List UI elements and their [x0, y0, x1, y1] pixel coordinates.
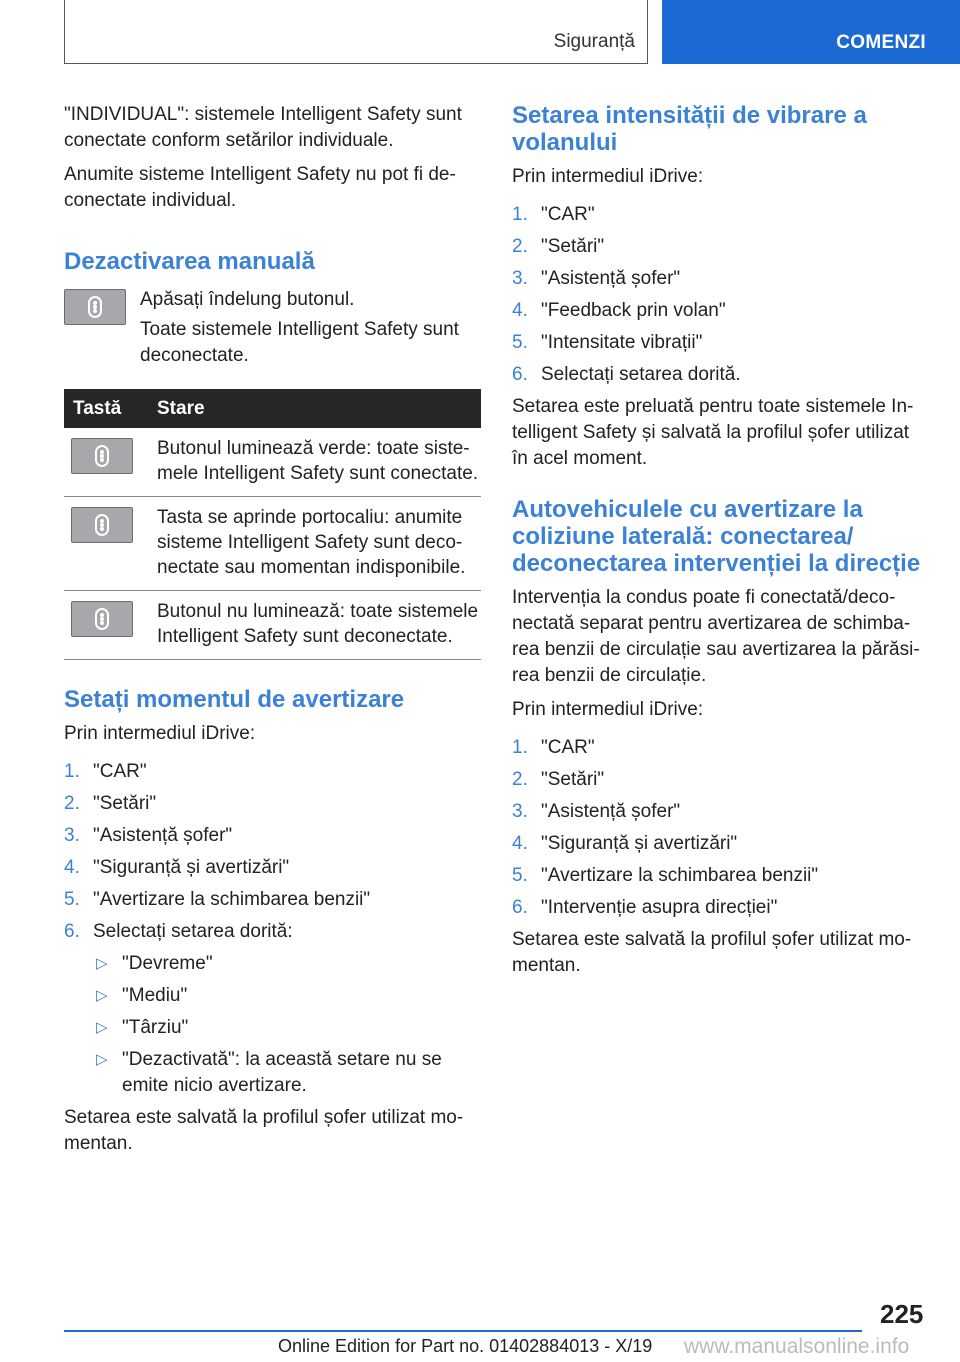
- vibration-steps-list: [512, 202, 926, 388]
- footer-divider: [64, 1330, 862, 1332]
- step-text: "Asistență șofer": [541, 801, 681, 822]
- button-off-icon: [71, 601, 133, 637]
- step-number: 1.: [512, 204, 528, 225]
- list-item: [512, 362, 926, 388]
- step-text: "Asistență șofer": [541, 268, 681, 289]
- left-column: [64, 102, 481, 1165]
- step-number: 6.: [512, 364, 528, 385]
- list-item: [512, 234, 926, 260]
- step-number: 1.: [64, 761, 80, 782]
- vibration-intro: Prin intermediul iDrive:: [512, 166, 704, 187]
- header-section-box: [64, 0, 648, 64]
- list-item: [512, 735, 926, 761]
- header-chapter-title: COMENZI: [836, 32, 926, 53]
- step-text: "Avertizare la schimbarea benzii": [541, 865, 819, 886]
- table-row: [64, 591, 481, 660]
- step-number: 2.: [512, 769, 528, 790]
- list-item: [512, 266, 926, 292]
- option-text: "Dezactivată": la această setare nu se emite nicio avertizare.: [122, 1049, 442, 1096]
- list-item: [64, 823, 481, 849]
- step-text: Selectați setarea dorită:: [93, 921, 293, 942]
- list-item: [512, 799, 926, 825]
- step-text: "CAR": [541, 204, 595, 225]
- list-item: [64, 759, 481, 785]
- bullet-triangle-icon: ▷: [96, 1019, 108, 1036]
- button-green-icon: [71, 438, 133, 474]
- step-text: "Feedback prin volan": [541, 300, 726, 321]
- list-item: [512, 298, 926, 324]
- warning-outro: Setarea este salvată la profilul șofer utilizat momentan.: [64, 1107, 464, 1154]
- step-text: "Setări": [541, 236, 605, 257]
- bullet-triangle-icon: ▷: [96, 1051, 108, 1068]
- table-row: [64, 428, 481, 497]
- warning-options-list: [93, 951, 481, 1099]
- manual-deactivation-block: [64, 287, 481, 369]
- list-item: [64, 919, 481, 1099]
- step-number: 3.: [512, 801, 528, 822]
- button-orange-icon: [71, 507, 133, 543]
- step-text: "Setări": [541, 769, 605, 790]
- table-header-state: Stare: [157, 389, 481, 428]
- lateral-steps-list: [512, 735, 926, 921]
- bullet-triangle-icon: ▷: [96, 987, 108, 1004]
- button-state-table: [64, 389, 481, 660]
- header-chapter-tab: [662, 0, 960, 64]
- step-number: 4.: [512, 833, 528, 854]
- step-number: 6.: [512, 897, 528, 918]
- table-cell-state: Tasta se aprinde portocaliu: anumite sisteme Intelligent Safety sunt deconectate sau momentan indisponibile.: [157, 497, 481, 591]
- lateral-intro: Prin intermediul iDrive:: [512, 699, 704, 720]
- list-item: [512, 330, 926, 356]
- option-text: "Târziu": [122, 1017, 189, 1038]
- table-row: [64, 497, 481, 591]
- step-text: "CAR": [541, 737, 595, 758]
- list-item: [93, 1047, 481, 1099]
- table-cell-state: Butonul luminează verde: toate sistemele Intelligent Safety sunt conectate.: [157, 428, 481, 497]
- warning-time-heading: Setați momentul de avertizare: [64, 686, 405, 713]
- step-number: 3.: [64, 825, 80, 846]
- lateral-collision-heading: Autovehiculele cu avertizare la coliziune laterală: conectarea/ deconectarea intervenției la direcție: [512, 496, 921, 577]
- lateral-paragraph: Intervenția la condus poate fi conectată/deconectată separat pentru avertizarea de schimbarea benzii de circulație sau avertizarea la părăsirea benzii de circulație.: [512, 587, 920, 686]
- list-item: [64, 887, 481, 913]
- step-number: 3.: [512, 268, 528, 289]
- vibration-heading: Setarea intensității de vibrare a volanului: [512, 102, 867, 156]
- watermark-text: www.manualsonline.info: [684, 1335, 910, 1358]
- option-text: "Mediu": [122, 985, 188, 1006]
- step-number: 5.: [512, 865, 528, 886]
- step-text: "Avertizare la schimbarea benzii": [93, 889, 371, 910]
- header-section-title: Siguranță: [553, 31, 635, 52]
- page-number: 225: [880, 1299, 924, 1329]
- step-number: 4.: [64, 857, 80, 878]
- step-text: "Siguranță și avertizări": [93, 857, 290, 878]
- step-text: Selectați setarea dorită.: [541, 364, 741, 385]
- list-item: [512, 895, 926, 921]
- list-item: [512, 863, 926, 889]
- step-text: "CAR": [93, 761, 147, 782]
- manual-deactivation-heading: Dezactivarea manuală: [64, 248, 315, 275]
- step-number: 5.: [64, 889, 80, 910]
- step-text: "Intensitate vibrații": [541, 332, 703, 353]
- step-number: 1.: [512, 737, 528, 758]
- manual-line-1: Apăsați îndelung butonul.: [140, 289, 355, 310]
- list-item: [64, 791, 481, 817]
- intelligent-safety-button-icon: [64, 289, 126, 325]
- list-item: [93, 1015, 481, 1041]
- list-item: [93, 983, 481, 1009]
- list-item: [512, 831, 926, 857]
- step-number: 4.: [512, 300, 528, 321]
- warning-steps-list: [64, 759, 481, 1099]
- lateral-outro: Setarea este salvată la profilul șofer utilizat momentan.: [512, 929, 912, 976]
- list-item: [93, 951, 481, 977]
- option-text: "Devreme": [122, 953, 213, 974]
- step-text: "Intervenție asupra direcției": [541, 897, 778, 918]
- step-number: 2.: [512, 236, 528, 257]
- list-item: [512, 202, 926, 228]
- edition-text: Online Edition for Part no. 01402884013 - X/19: [278, 1336, 653, 1356]
- bullet-triangle-icon: ▷: [96, 955, 108, 972]
- list-item: [64, 855, 481, 881]
- intro-paragraph-1: "INDIVIDUAL": sistemele Intelligent Safety sunt conectate conform setărilor individuale.: [64, 104, 462, 151]
- intro-paragraph-2: Anumite sisteme Intelligent Safety nu pot fi deconectate individual.: [64, 164, 456, 211]
- warning-intro: Prin intermediul iDrive:: [64, 723, 256, 744]
- step-number: 6.: [64, 921, 80, 942]
- right-column: [512, 102, 926, 987]
- step-text: "Setări": [93, 793, 157, 814]
- step-text: "Siguranță și avertizări": [541, 833, 738, 854]
- table-header-key: Tastă: [64, 389, 157, 428]
- step-text: "Asistență șofer": [93, 825, 233, 846]
- table-cell-state: Butonul nu luminează: toate sistemele Intelligent Safety sunt deconectate.: [157, 591, 481, 660]
- manual-line-2: Toate sistemele Intelligent Safety sunt deconectate.: [140, 319, 459, 366]
- list-item: [512, 767, 926, 793]
- step-number: 2.: [64, 793, 80, 814]
- vibration-outro: Setarea este preluată pentru toate sistemele Intelligent Safety și salvată la profilul șofer utilizat în acel moment.: [512, 396, 914, 469]
- step-number: 5.: [512, 332, 528, 353]
